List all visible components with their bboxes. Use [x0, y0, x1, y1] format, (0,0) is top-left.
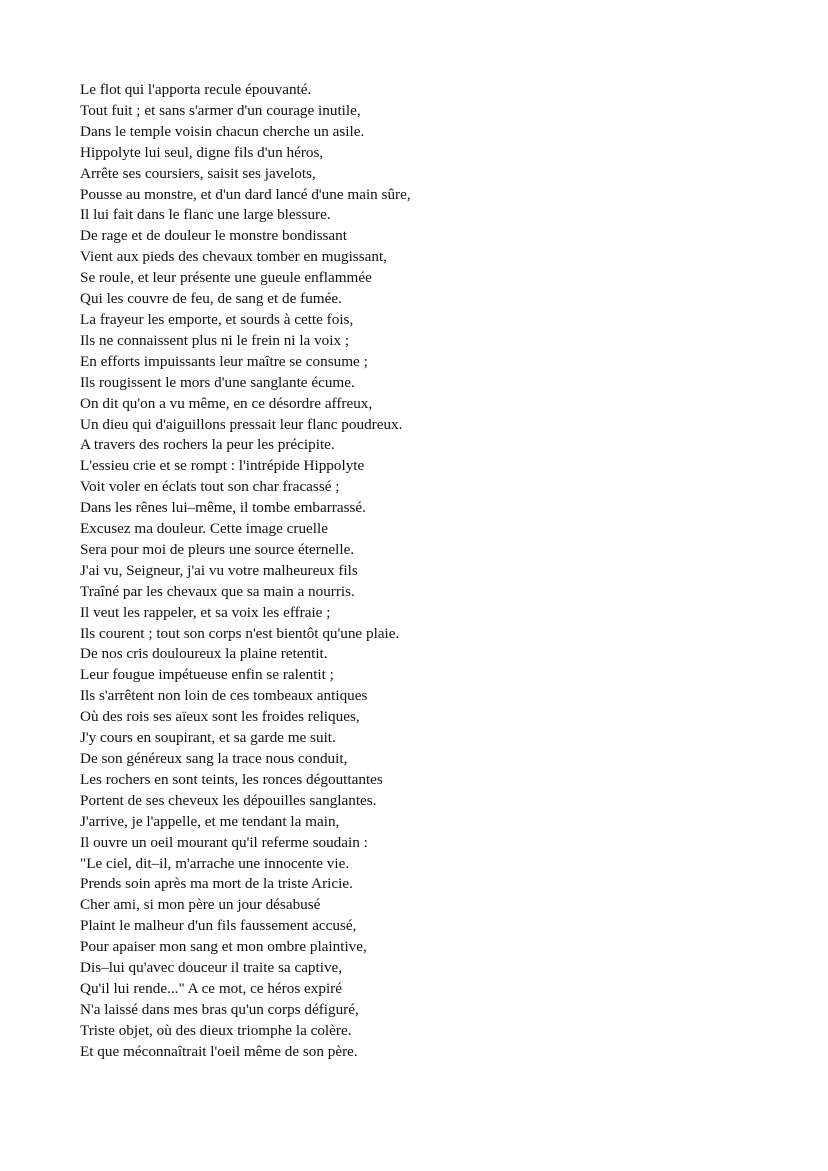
poem-line: Prends soin après ma mort de la triste Aricie.: [80, 875, 353, 893]
poem-line: De nos cris douloureux la plaine retentit.: [80, 645, 328, 663]
poem-line: Qui les couvre de feu, de sang et de fumée.: [80, 290, 342, 308]
poem-line: Le flot qui l'apporta recule épouvanté.: [80, 81, 312, 98]
poem-line: Portent de ses cheveux les dépouilles sanglantes.: [80, 791, 377, 809]
poem-line: L'essieu crie et se rompt : l'intrépide Hippolyte: [80, 457, 365, 475]
poem-line: Excusez ma douleur. Cette image cruelle: [80, 520, 328, 538]
poem-line: Leur fougue impétueuse enfin se ralentit ;: [80, 666, 334, 684]
poem-line: Il ouvre un oeil mourant qu'il referme soudain :: [80, 833, 368, 851]
poem-line: Dans les rênes lui‒même, il tombe embarrassé.: [80, 499, 366, 517]
poem-line: Hippolyte lui seul, digne fils d'un héros,: [80, 143, 324, 161]
poem-text: [80, 80, 411, 1063]
poem-line: Tout fuit ; et sans s'armer d'un courage inutile,: [80, 101, 361, 119]
poem-line: Sera pour moi de pleurs une source éternelle.: [80, 540, 355, 558]
poem-line: Les rochers en sont teints, les ronces dégouttantes: [80, 770, 383, 788]
poem-line: Triste objet, où des dieux triomphe la colère.: [80, 1021, 352, 1039]
poem-line: N'a laissé dans mes bras qu'un corps défiguré,: [80, 1000, 359, 1018]
poem-line: Plaint le malheur d'un fils faussement accusé,: [80, 917, 357, 935]
poem-line: La frayeur les emporte, et sourds à cette fois,: [80, 310, 354, 328]
poem-line: Vient aux pieds des chevaux tomber en mugissant,: [80, 248, 387, 266]
poem-line: Et que méconnaîtrait l'oeil même de son père.: [80, 1042, 358, 1060]
poem-line: Arrête ses coursiers, saisit ses javelots,: [80, 164, 316, 182]
poem-line: Où des rois ses aïeux sont les froides reliques,: [80, 708, 360, 726]
poem-line: Il veut les rappeler, et sa voix les effraie ;: [80, 603, 331, 621]
poem-line: A travers des rochers la peur les précipite.: [80, 436, 335, 454]
poem-line: Qu'il lui rende..." A ce mot, ce héros expiré: [80, 979, 342, 997]
poem-line: Ils ne connaissent plus ni le frein ni la voix ;: [80, 331, 350, 349]
poem-line: J'ai vu, Seigneur, j'ai vu votre malheureux fils: [80, 561, 358, 579]
poem-line: De son généreux sang la trace nous conduit,: [80, 750, 348, 767]
poem-line: Pour apaiser mon sang et mon ombre plaintive,: [80, 938, 367, 956]
poem-line: En efforts impuissants leur maître se consume ;: [80, 352, 368, 370]
poem-line: Traîné par les chevaux que sa main a nourris.: [80, 582, 355, 600]
poem-line: "Le ciel, dit‒il, m'arrache une innocente vie.: [80, 854, 350, 872]
poem-line: J'y cours en soupirant, et sa garde me suit.: [80, 729, 336, 747]
poem-line: Ils rougissent le mors d'une sanglante écume.: [80, 373, 355, 391]
poem-line: De rage et de douleur le monstre bondissant: [80, 227, 347, 245]
poem-line: Ils courent ; tout son corps n'est bientôt qu'une plaie.: [80, 624, 400, 642]
poem-line: Un dieu qui d'aiguillons pressait leur flanc poudreux.: [80, 415, 403, 433]
poem-line: Dans le temple voisin chacun cherche un asile.: [80, 122, 365, 140]
poem-line: Pousse au monstre, et d'un dard lancé d'une main sûre,: [80, 185, 411, 203]
poem-line: Voit voler en éclats tout son char fracassé ;: [80, 478, 340, 496]
poem-line: Se roule, et leur présente une gueule enflammée: [80, 269, 372, 287]
poem-line: On dit qu'on a vu même, en ce désordre affreux,: [80, 394, 373, 412]
poem-line: Il lui fait dans le flanc une large blessure.: [80, 206, 331, 224]
poem-line: Ils s'arrêtent non loin de ces tombeaux antiques: [80, 687, 368, 705]
poem-line: J'arrive, je l'appelle, et me tendant la main,: [80, 812, 340, 830]
poem-line: Dis‒lui qu'avec douceur il traite sa captive,: [80, 959, 343, 977]
poem-line: Cher ami, si mon père un jour désabusé: [80, 896, 321, 914]
